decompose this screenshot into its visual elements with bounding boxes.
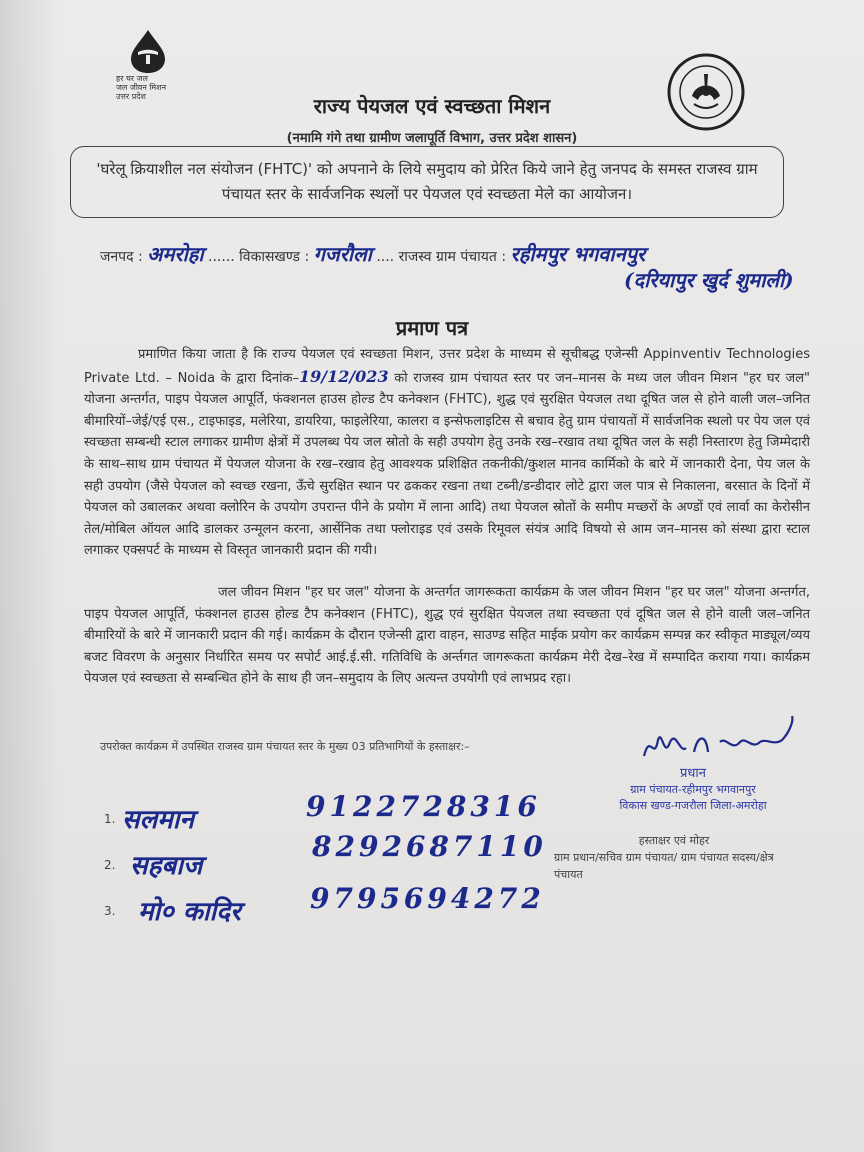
participant-1-name: सलमान [122,805,194,835]
pradhan-stamp [568,766,818,814]
panchayat-label: .... राजस्व ग्राम पंचायत : [376,249,507,265]
panchayat-value-2: (दरियापुर खुर्द शुमाली) [624,268,794,292]
participant-2-phone: 8292687110 [312,830,547,863]
har-ghar-jal-logo [108,28,188,101]
participant-3-phone: 9795694272 [310,882,545,915]
department-subtitle: (नमामि गंगे तथा ग्रामीण जलापूर्ति विभाग, उत्तर प्रदेश शासन) [286,131,578,146]
participant-1-phone: 9122728316 [306,790,541,823]
event-date: 19/12/023 [298,366,389,386]
vikas-label: ...... विकासखण्ड : [208,249,310,265]
para1-text-a: प्रमाणित किया जाता है कि राज्य पेयजल एवं स्वच्छता मिशन, उत्तर प्रदेश के माध्यम से सूचीबद्ध एजेन्सी Appinventiv Technologies Private Ltd. – Noida के द्वारा दिनांक– [84,347,810,386]
event-banner [70,146,784,218]
panchayat-value: रहीमपुर भगवानपुर [510,242,646,266]
participant-3-number: 3. [104,904,116,918]
sign-label: हस्ताक्षर एवं मोहर [638,834,710,847]
certificate-paragraph-1 [84,344,810,562]
participant-3-name: मो० कादिर [138,897,241,927]
janpad-label: जनपद : [100,249,143,265]
certificate-paragraph-2: जल जीवन मिशन "हर घर जल" योजना के अन्तर्गत जागरूकता कार्यक्रम के जल जीवन मिशन "हर घर जल" योजना अन्तर्गत, पाइप पेयजल आपूर्ति, फंक्शनल हाउस होल्ड टैप कनेक्शन (FHTC), शुद्ध एवं सुरक्षित पेयजल तथा स्वच्छता एवं दूषित जल से होने वाली जल–जनित बीमारियों के बारे में जानकारी प्रदान की गई। कार्यक्रम के दौरान एजेन्सी द्वारा वाहन, साउण्ड सहित माईक प्रयोग कर कार्यक्रम सम्पन्न कर स्वीकृत माड्यूल/व्यय बजट विवरण के अनुसार निर्धारित समय पर सपोर्ट आई.ई.सी. गतिविधि के अर्न्तगत जागरूकता कार्यक्रम मेरी देख–रेख में सम्पादित कराया गया। कार्यक्रम पेयजल एवं स्वच्छता से सम्बन्धित होने के साथ ही जन–समुदाय के लिए अत्यन्त उपयोगी एवं लाभप्रद रहा। [84,585,810,687]
stamp-line-2: ग्राम पंचायत-रहीमपुर भगवानपुर [630,783,756,796]
stamp-line-3: विकास खण्ड-गजरौला जिला-अमरोहा [619,799,767,812]
banner-text: 'घरेलू क्रियाशील नल संयोजन (FHTC)' को अपनाने के लिये समुदाय को प्रेरित किये जाने हेतु जनपद के समस्त राजस्व ग्राम पंचायत स्तर के सार्वजनिक स्थलों पर पेयजल एवं स्वच्छता मेले का आयोजन। [96,160,758,203]
page-shadow [0,0,60,1152]
participant-2-name: सहबाज [130,851,203,881]
pradhan-signature [636,712,806,772]
logo-caption-1: हर घर जल [116,74,148,83]
janpad-value: अमरोहा [147,242,204,266]
participant-1-number: 1. [104,812,116,826]
para1-text-b: को राजस्व ग्राम पंचायत स्तर पर जन–मानस के मध्य जल जीवन मिशन "हर घर जल" योजना अन्तर्गत, पाइप पेयजल आपूर्ति, फंक्शनल हाउस होल्ड टैप कनेक्शन (FHTC), शुद्ध एवं सुरक्षित पेयजल तथा दूषित जल से होने वाली जल–जनित बीमारियों–जेई/एई एस., टाइफाइड, मलेरिया, डायरिया, फाइलेरिया, कालरा व इन्सेफलाइटिस से बचाव हेतु ग्राम पंचायतों में सार्वजनिक स्थलो पर पेय जल एवं स्वच्छता सम्बन्धी स्टाल लगाकर ग्रामीण क्षेत्रों में उपलब्ध पेय जल स्रोतो के सही उपयोग हेतु उनके रख–रखाव तथा दूषित जल के सही निस्तारण हेतु जिम्मेदारी के साथ–साथ ग्राम पंचायत में पेयजल योजना के रख–रखाव हेतु आवश्यक प्रशिक्षित तकनीकी/कुशल मानव कार्मिको के बारे में जानकारी देना, पेय जल के सही उपयोग (जैसे पेयजल को स्वच्छ रखना, ऊँचे सुरक्षित स्थान पर ढककर रखना तथा टब्नी/डन्डीदार लोटे द्वारा जल पात्र से निकालना, बरसात के दिनों में पेयजल को उबालकर अथवा क्लोरिन के उपयोग उपरान्त पीने के प्रयोग में लाना आदि) तथा पेयजल स्रोतों के समीप मच्छरों के अण्डों एवं लार्वा का केरोसीन तेल/मोबिल ऑयल आदि डालकर उन्मूलन करना, आर्सेनिक तथा फ्लोराइड एवं उसके रिमूवल संयंत्र आदि विषयो से आम जन–मानस को संस्था द्वारा स्टाल लगाकर एक्सपर्ट के माध्यम से विस्तृत जानकारी प्रदान की गयी। [84,370,810,559]
participant-2-number: 2. [104,858,116,872]
stamp-line-1: प्रधान [680,766,706,781]
logo-caption-2: जल जीवन मिशन [116,83,167,92]
water-drop-icon [126,28,170,74]
official-designation [554,832,794,883]
logo-caption-3: उत्तर प्रदेश [116,92,146,101]
location-row [100,240,645,267]
participants-note: उपरोक्त कार्यक्रम में उपस्थित राजस्व ग्राम पंचायत स्तर के मुख्य 03 प्रतिभागियों के हस्ताक्षर:– [100,740,470,753]
vikas-value: गजरौला [313,242,372,266]
certificate-title: प्रमाण पत्र [395,316,469,340]
mission-title: राज्य पेयजल एवं स्वच्छता मिशन [313,94,551,118]
designation-text: ग्राम प्रधान/सचिव ग्राम पंचायत/ ग्राम पंचायत सदस्य/क्षेत्र पंचायत [554,851,774,881]
